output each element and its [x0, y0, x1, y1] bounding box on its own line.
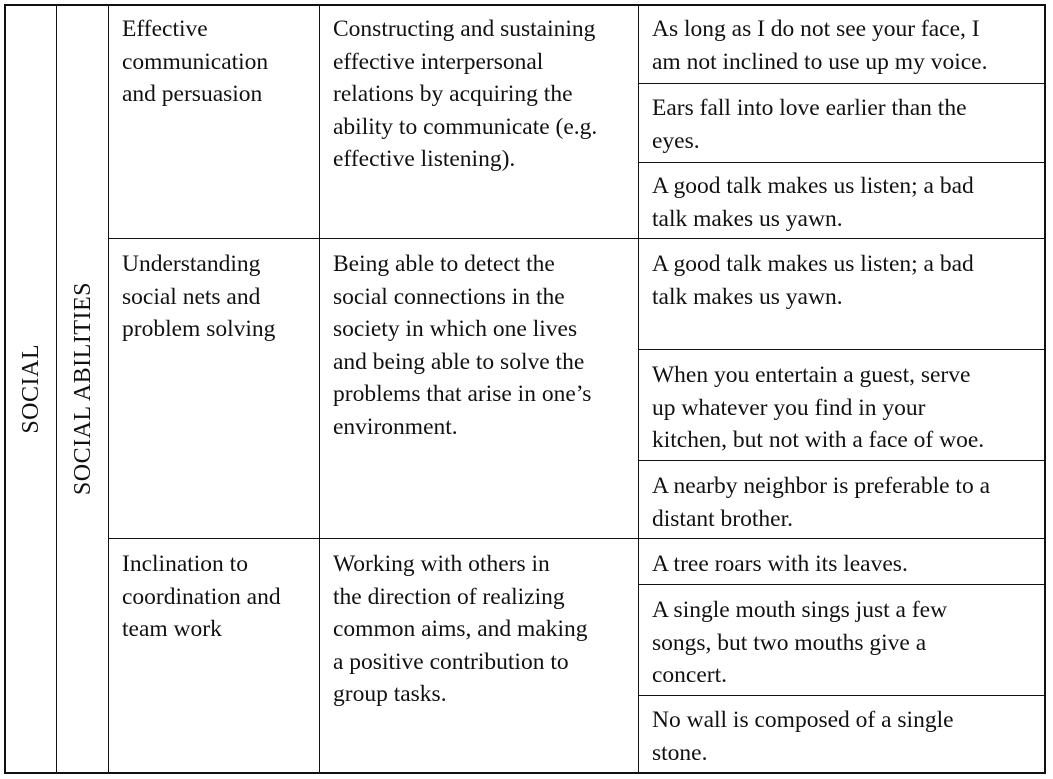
- proverb-cell: A tree roars with its leaves.: [652, 551, 908, 577]
- description-cell: Being able to detect the social connections in the society in which one lives and being able to solve the problems that arise in one’s environment.: [333, 251, 592, 440]
- proverb-divider: [638, 695, 1044, 696]
- skills-table: [4, 4, 1046, 774]
- column-divider: [319, 6, 320, 772]
- proverb-cell: A good talk makes us listen; a bad talk makes us yawn.: [652, 251, 974, 310]
- proverb-divider: [638, 83, 1044, 84]
- column-divider: [108, 6, 109, 772]
- subcategory-label: SOCIAL ABILITIES: [69, 282, 96, 496]
- proverb-cell: No wall is composed of a single stone.: [652, 707, 954, 766]
- proverb-divider: [638, 460, 1044, 461]
- proverb-divider: [638, 584, 1044, 585]
- category-cell: [6, 6, 56, 772]
- skill-cell: Inclination to coordination and team work: [122, 551, 281, 642]
- category-label: SOCIAL: [17, 344, 44, 434]
- proverb-cell: A good talk makes us listen; a bad talk makes us yawn.: [652, 173, 974, 232]
- proverb-cell: A single mouth sings just a few songs, but two mouths give a concert.: [652, 597, 948, 688]
- column-divider: [638, 6, 639, 772]
- proverb-cell: When you entertain a guest, serve up whatever you find in your kitchen, but not with a face of woe.: [652, 362, 985, 453]
- description-cell: Working with others in the direction of realizing common aims, and making a positive contribution to group tasks.: [333, 551, 588, 707]
- proverb-cell: As long as I do not see your face, I am not inclined to use up my voice.: [652, 16, 988, 75]
- proverb-divider: [638, 162, 1044, 163]
- row-divider: [108, 538, 1044, 539]
- proverb-divider: [638, 349, 1044, 350]
- row-divider: [108, 238, 1044, 239]
- subcategory-cell: [58, 6, 108, 772]
- skill-cell: Understanding social nets and problem solving: [122, 251, 276, 342]
- description-cell: Constructing and sustaining effective interpersonal relations by acquiring the ability to communicate (e.g. effective listening).: [333, 16, 598, 172]
- proverb-cell: A nearby neighbor is preferable to a distant brother.: [652, 473, 991, 532]
- skill-cell: Effective communication and persuasion: [122, 16, 269, 107]
- proverb-cell: Ears fall into love earlier than the eyes.: [652, 95, 967, 154]
- column-divider: [56, 6, 57, 772]
